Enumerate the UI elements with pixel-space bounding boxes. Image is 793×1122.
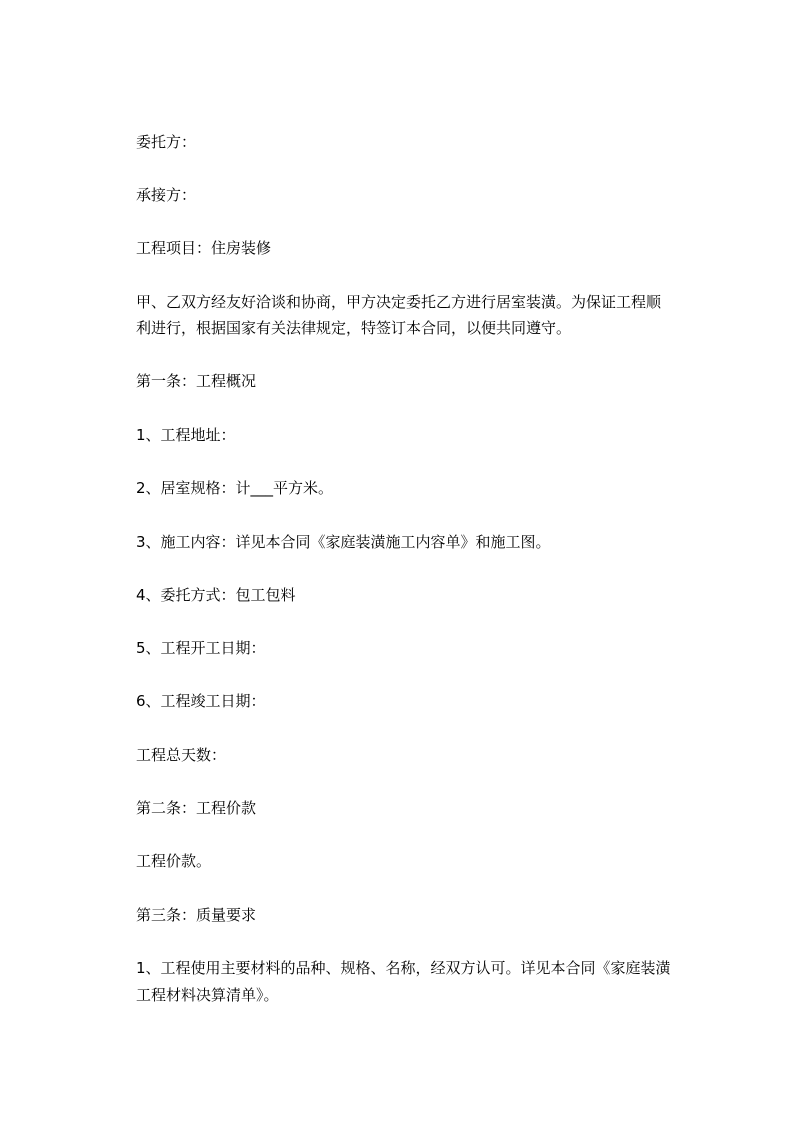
item-2-size: 2、居室规格：计___平方米。 xyxy=(136,479,334,497)
quality-paragraph-line-2: 工程材料决算清单》。 xyxy=(136,986,279,1004)
article-3-heading: 第三条：质量要求 xyxy=(136,906,257,924)
item-5-start-date: 5、工程开工日期： xyxy=(136,639,266,657)
intro-paragraph-line-2: 利进行，根据国家有关法律规定，特签订本合同，以便共同遵守。 xyxy=(136,319,572,337)
article-2-heading: 第二条：工程价款 xyxy=(136,799,257,817)
item-4-method: 4、委托方式：包工包料 xyxy=(136,586,296,604)
quality-paragraph-line-1: 1、工程使用主要材料的品种、规格、名称，经双方认可。详见本合同《家庭装潢 xyxy=(136,959,671,977)
project-line: 工程项目：住房装修 xyxy=(136,239,272,257)
intro-paragraph-line-1: 甲、乙双方经友好洽谈和协商，甲方决定委托乙方进行居室装潢。为保证工程顺 xyxy=(136,293,662,311)
client-label: 委托方： xyxy=(136,133,197,151)
item-3-content: 3、施工内容：详见本合同《家庭装潢施工内容单》和施工图。 xyxy=(136,533,551,551)
total-days-line: 工程总天数： xyxy=(136,746,227,764)
price-line: 工程价款。 xyxy=(136,852,212,870)
item-6-end-date: 6、工程竣工日期： xyxy=(136,692,266,710)
contractor-label: 承接方： xyxy=(136,186,197,204)
article-1-heading: 第一条：工程概况 xyxy=(136,372,257,390)
item-1-address: 1、工程地址： xyxy=(136,426,236,444)
